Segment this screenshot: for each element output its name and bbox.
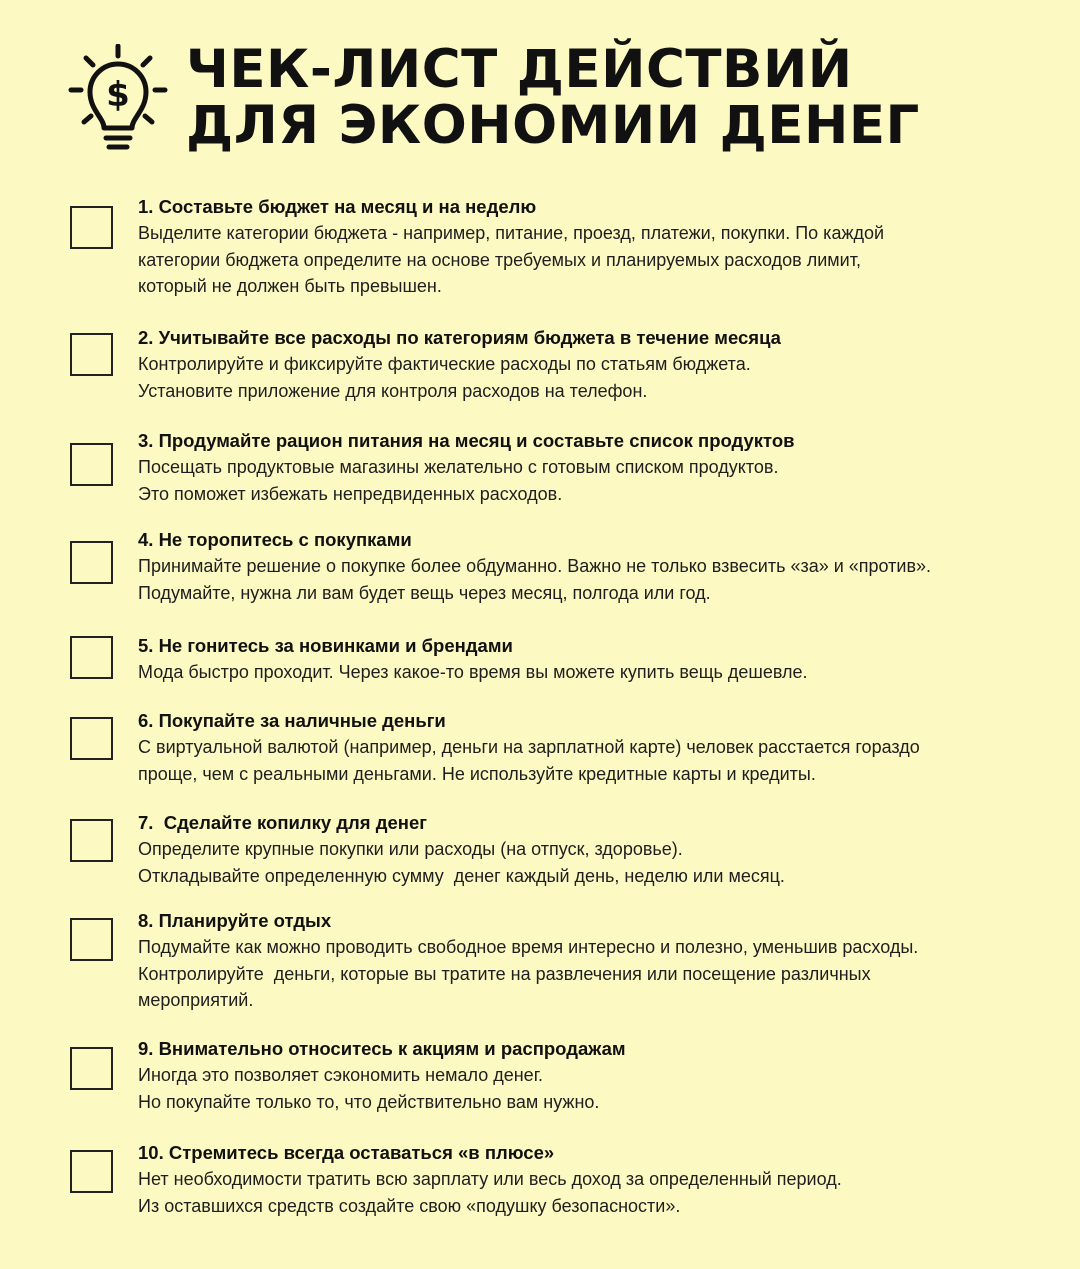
- item-text: [138, 633, 1048, 686]
- item-text: [138, 428, 1048, 507]
- item-description-line: Посещать продуктовые магазины желательно с готовым списком продуктов.: [138, 457, 779, 477]
- checkbox[interactable]: [70, 1047, 113, 1090]
- item-description-line: С виртуальной валютой (например, деньги на зарплатной карте) человек расстается гораздо: [138, 737, 920, 757]
- item-title: 7. Сделайте копилку для денег: [138, 812, 427, 833]
- svg-text:$: $: [106, 75, 130, 115]
- item-description-line: Контролируйте деньги, которые вы тратите на развлечения или посещение различных: [138, 963, 871, 984]
- item-description-line: Установите приложение для контроля расходов на телефон.: [138, 380, 648, 401]
- item-title: 6. Покупайте за наличные деньги: [138, 710, 446, 731]
- item-description-line: Контролируйте и фиксируйте фактические расходы по статьям бюджета.: [138, 354, 751, 374]
- item-description-line: который не должен быть превышен.: [138, 276, 442, 296]
- checkbox[interactable]: [70, 541, 113, 584]
- checkbox[interactable]: [70, 1150, 113, 1193]
- item-description-line: категории бюджета определите на основе требуемых и планируемых расходов лимит,: [138, 249, 861, 270]
- item-description-line: мероприятий.: [138, 990, 254, 1010]
- item-title: 9. Внимательно относитесь к акциям и распродажам: [138, 1038, 626, 1059]
- item-title: 1. Составьте бюджет на месяц и на неделю: [138, 196, 537, 217]
- item-text: [138, 1140, 1048, 1219]
- checkbox[interactable]: [70, 443, 113, 486]
- checkbox[interactable]: [70, 333, 113, 376]
- item-title: 4. Не торопитесь с покупками: [138, 529, 412, 550]
- item-title: 2. Учитывайте все расходы по категориям бюджета в течение месяца: [138, 327, 781, 348]
- item-text: [138, 527, 1048, 606]
- item-title: 5. Не гонитесь за новинками и брендами: [138, 635, 513, 656]
- item-title: 10. Стремитесь всегда оставаться «в плюсе»: [138, 1142, 555, 1163]
- item-text: [138, 810, 1048, 889]
- item-description-line: проще, чем с реальными деньгами. Не используйте кредитные карты и кредиты.: [138, 763, 816, 784]
- item-text: [138, 194, 1048, 300]
- item-description-line: Это поможет избежать непредвиденных расходов.: [138, 483, 563, 504]
- item-description-line: Выделите категории бюджета - например, питание, проезд, платежи, покупки. По каждой: [138, 223, 885, 243]
- item-description-line: Принимайте решение о покупке более обдуманно. Важно не только взвесить «за» и «против».: [138, 556, 932, 576]
- item-description-line: Из оставшихся средств создайте свою «подушку безопасности».: [138, 1195, 681, 1216]
- title-line-1: ЧЕК-ЛИСТ ДЕЙСТВИЙ: [186, 39, 853, 100]
- lightbulb-dollar-icon: [68, 44, 168, 156]
- item-description-line: Определите крупные покупки или расходы (на отпуск, здоровье).: [138, 839, 683, 859]
- item-description-line: Подумайте как можно проводить свободное время интересно и полезно, уменьшив расходы.: [138, 937, 919, 957]
- item-text: [138, 1036, 1048, 1115]
- checkbox[interactable]: [70, 819, 113, 862]
- item-description-line: Откладывайте определенную сумму денег каждый день, неделю или месяц.: [138, 865, 785, 886]
- page-title: [186, 39, 920, 156]
- checkbox[interactable]: [70, 918, 113, 961]
- header: [68, 40, 920, 156]
- item-title: 8. Планируйте отдых: [138, 910, 332, 931]
- checkbox[interactable]: [70, 717, 113, 760]
- item-description-line: Но покупайте только то, что действительно вам нужно.: [138, 1091, 600, 1112]
- title-line-2: ДЛЯ ЭКОНОМИИ ДЕНЕГ: [186, 95, 920, 156]
- item-description-line: Мода быстро проходит. Через какое-то время вы можете купить вещь дешевле.: [138, 662, 808, 682]
- item-text: [138, 325, 1048, 404]
- item-description-line: Нет необходимости тратить всю зарплату или весь доход за определенный период.: [138, 1169, 842, 1189]
- item-text: [138, 708, 1048, 787]
- item-text: [138, 908, 1048, 1014]
- item-description-line: Подумайте, нужна ли вам будет вещь через месяц, полгода или год.: [138, 582, 711, 603]
- item-title: 3. Продумайте рацион питания на месяц и составьте список продуктов: [138, 430, 795, 451]
- checkbox[interactable]: [70, 206, 113, 249]
- item-description-line: Иногда это позволяет сэкономить немало денег.: [138, 1065, 544, 1085]
- checkbox[interactable]: [70, 636, 113, 679]
